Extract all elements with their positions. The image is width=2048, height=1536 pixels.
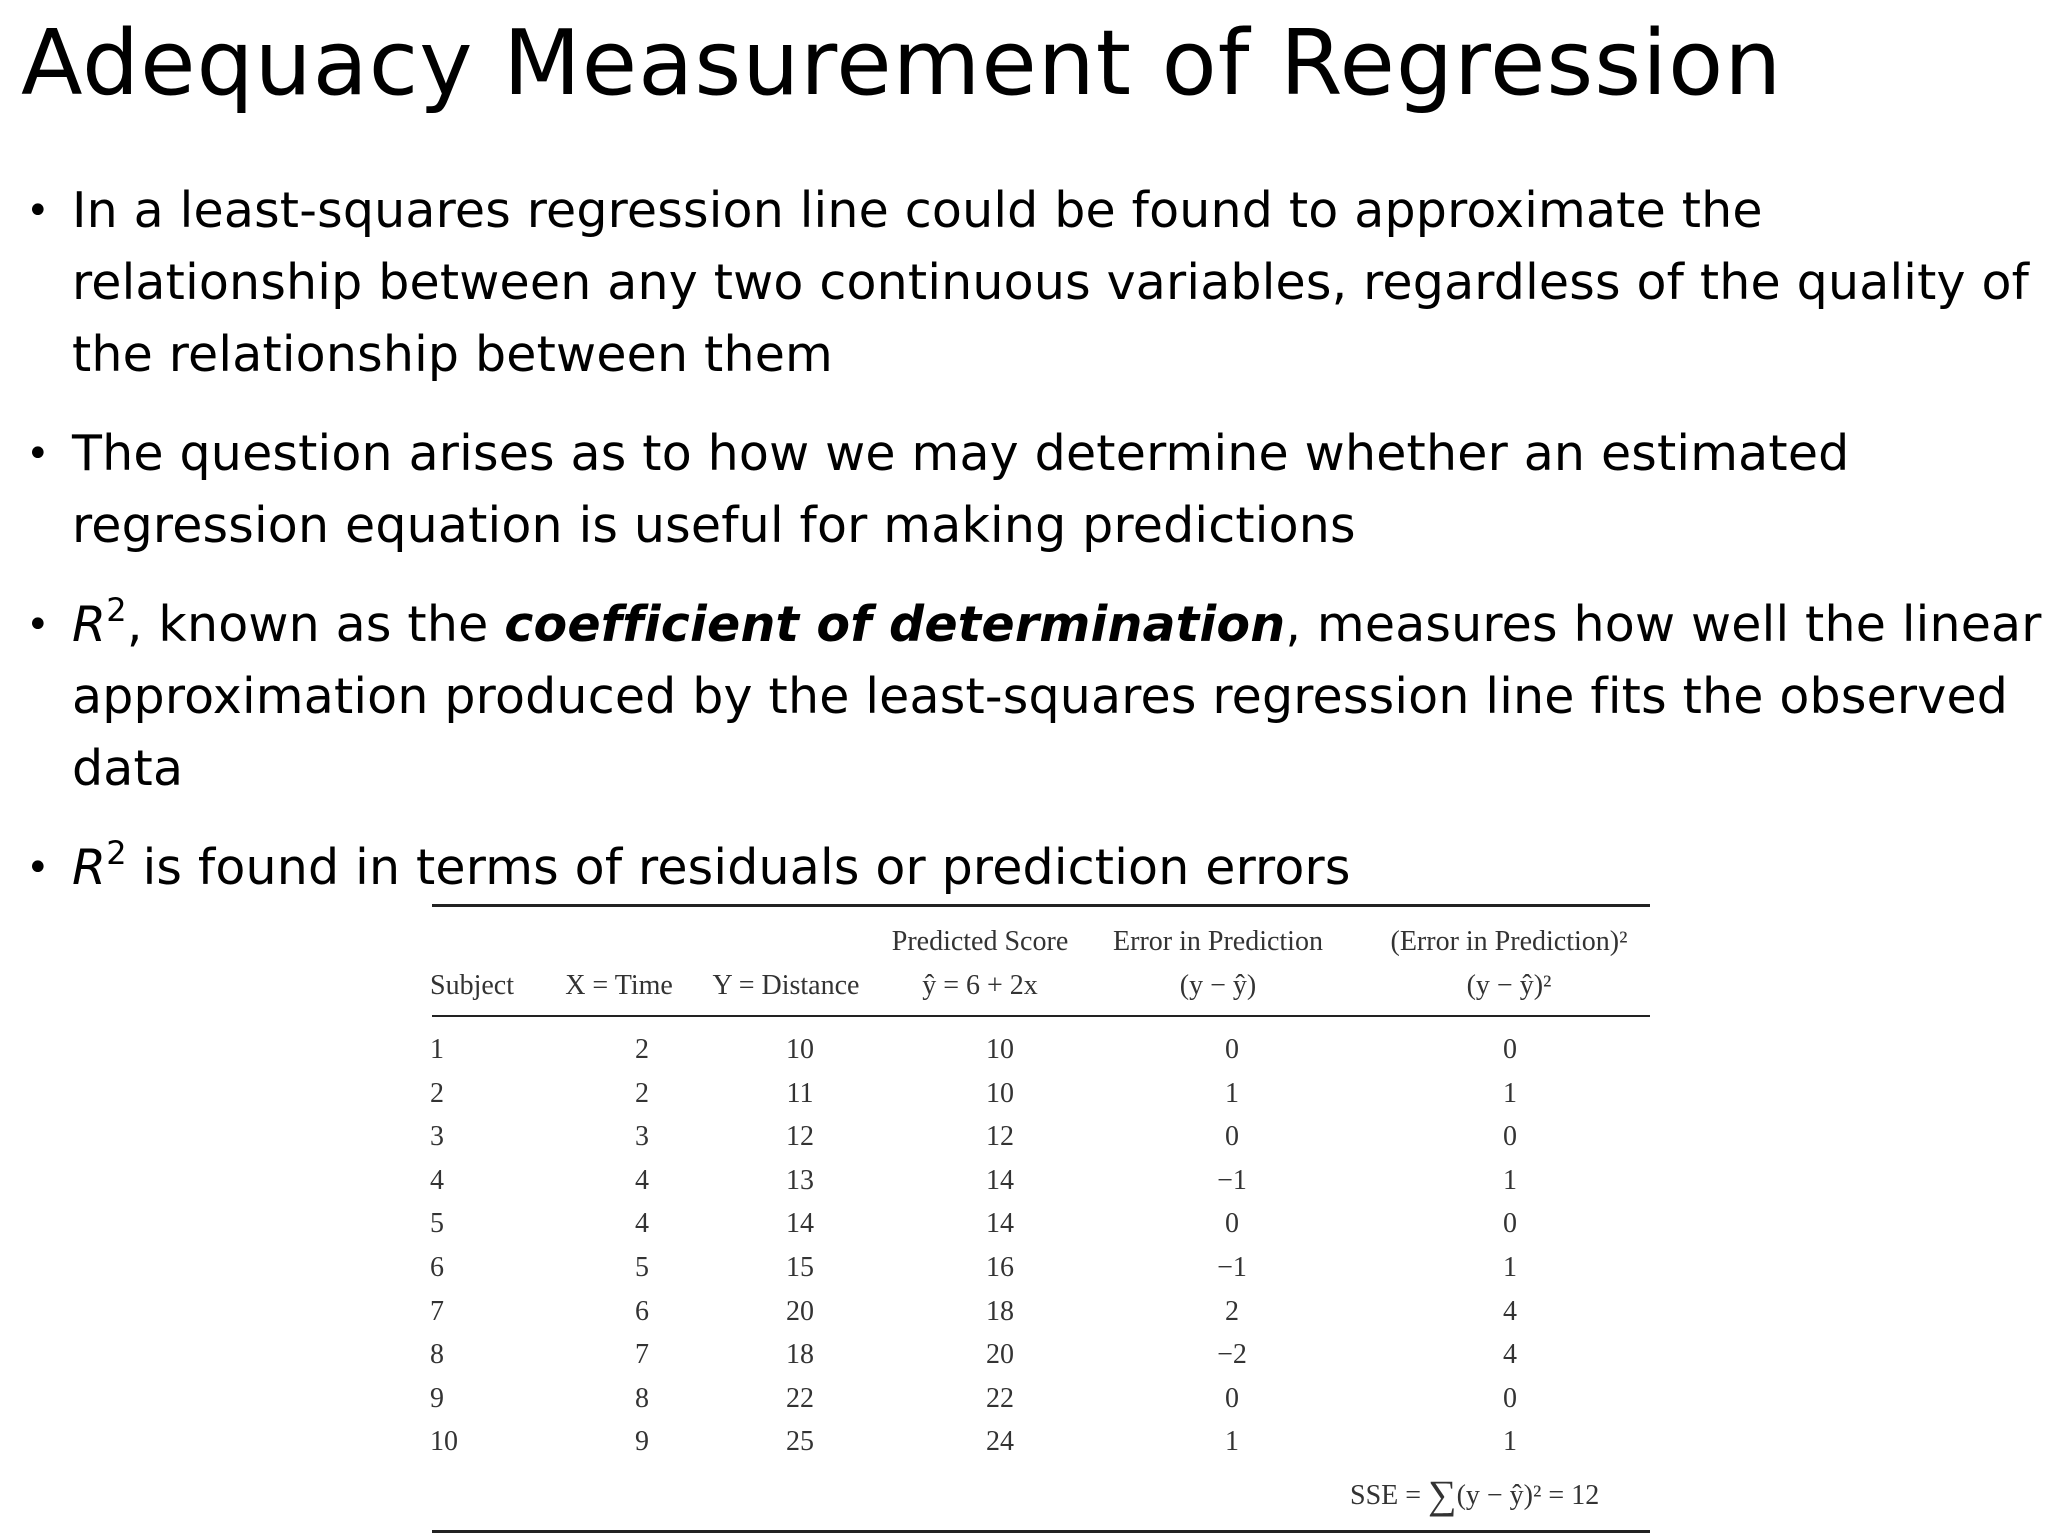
cell-predicted: 14 bbox=[986, 1208, 1014, 1240]
cell-predicted: 24 bbox=[986, 1426, 1014, 1458]
sse-total bbox=[1350, 1472, 1600, 1517]
r-superscript: 2 bbox=[106, 591, 127, 629]
cell-x-time: 5 bbox=[635, 1252, 649, 1283]
cell-subject: 3 bbox=[430, 1121, 444, 1153]
cell-error: −1 bbox=[1217, 1164, 1247, 1196]
header-error-squared-formula: (y − ŷ)² bbox=[1466, 970, 1552, 1001]
header-x-time: X = Time bbox=[565, 970, 673, 1001]
cell-y-distance: 11 bbox=[786, 1077, 814, 1109]
cell-error: 0 bbox=[1225, 1121, 1239, 1153]
bullet-marker: • bbox=[26, 602, 50, 648]
cell-x-time: 6 bbox=[635, 1295, 649, 1327]
cell-x-time: 2 bbox=[635, 1034, 649, 1065]
header-error-formula: (y − ŷ) bbox=[1179, 970, 1257, 1001]
cell-y-distance: 22 bbox=[786, 1382, 814, 1414]
header-predicted-formula: ŷ = 6 + 2x bbox=[922, 970, 1038, 1001]
cell-error-squared: 4 bbox=[1503, 1339, 1517, 1371]
header-error: Error in Prediction bbox=[1113, 926, 1323, 957]
cell-x-time: 4 bbox=[635, 1164, 649, 1196]
r-symbol: R bbox=[72, 596, 107, 653]
cell-subject: 2 bbox=[430, 1077, 444, 1109]
cell-error-squared: 1 bbox=[1503, 1252, 1517, 1283]
cell-subject: 6 bbox=[430, 1252, 444, 1283]
bullet-text bbox=[72, 589, 2042, 805]
cell-predicted: 12 bbox=[986, 1121, 1014, 1153]
header-y-distance: Y = Distance bbox=[712, 970, 860, 1001]
cell-error-squared: 0 bbox=[1503, 1382, 1517, 1414]
table-bottom-rule bbox=[432, 1530, 1650, 1533]
cell-y-distance: 14 bbox=[786, 1208, 814, 1240]
cell-x-time: 9 bbox=[635, 1426, 649, 1458]
cell-x-time: 3 bbox=[635, 1121, 649, 1153]
cell-error-squared: 0 bbox=[1503, 1208, 1517, 1240]
cell-predicted: 20 bbox=[986, 1339, 1014, 1371]
cell-subject: 10 bbox=[430, 1426, 458, 1458]
bullet-marker: • bbox=[26, 845, 50, 891]
residuals-table bbox=[432, 900, 1650, 1536]
cell-error-squared: 0 bbox=[1503, 1034, 1517, 1065]
cell-predicted: 18 bbox=[986, 1295, 1014, 1327]
sse-expression: (y − ŷ)² = 12 bbox=[1456, 1480, 1600, 1511]
cell-x-time: 2 bbox=[635, 1077, 649, 1109]
cell-x-time: 7 bbox=[635, 1339, 649, 1371]
cell-error: 1 bbox=[1225, 1426, 1239, 1458]
cell-subject: 8 bbox=[430, 1339, 444, 1371]
bullet-text: The question arises as to how we may determine whether an estimated regression equation is useful for making predictions bbox=[72, 425, 1850, 554]
cell-error-squared: 4 bbox=[1503, 1295, 1517, 1327]
cell-error-squared: 1 bbox=[1503, 1077, 1517, 1109]
sigma-symbol: ∑ bbox=[1428, 1472, 1457, 1517]
cell-error-squared: 0 bbox=[1503, 1121, 1517, 1153]
r-symbol: R bbox=[72, 839, 107, 896]
table-top-rule bbox=[432, 904, 1650, 907]
cell-y-distance: 15 bbox=[786, 1252, 814, 1283]
header-predicted-score: Predicted Score bbox=[891, 926, 1069, 957]
bullet-text-post: is found in terms of residuals or prediction errors bbox=[126, 839, 1351, 896]
bullet-text: In a least-squares regression line could be found to approximate the relationship between any two continuous variables, regardless of the quality of the relationship between them bbox=[72, 182, 2030, 383]
cell-predicted: 22 bbox=[986, 1382, 1014, 1414]
cell-error: 1 bbox=[1225, 1077, 1239, 1109]
r-superscript: 2 bbox=[106, 834, 127, 872]
cell-y-distance: 25 bbox=[786, 1426, 814, 1458]
cell-predicted: 14 bbox=[986, 1164, 1014, 1196]
cell-predicted: 10 bbox=[986, 1034, 1014, 1065]
sse-label: SSE = bbox=[1350, 1480, 1429, 1511]
cell-error: 0 bbox=[1225, 1208, 1239, 1240]
header-error-squared: (Error in Prediction)² bbox=[1390, 926, 1628, 957]
cell-y-distance: 10 bbox=[786, 1034, 814, 1065]
cell-y-distance: 18 bbox=[786, 1339, 814, 1371]
bullet-marker: • bbox=[26, 431, 50, 477]
cell-error: −2 bbox=[1217, 1339, 1247, 1371]
bullet-text bbox=[72, 832, 2042, 904]
header-subject: Subject bbox=[430, 970, 514, 1001]
cell-error: 0 bbox=[1225, 1382, 1239, 1414]
cell-y-distance: 20 bbox=[786, 1295, 814, 1327]
bullet-text-pre: , known as the bbox=[126, 596, 505, 653]
cell-predicted: 10 bbox=[986, 1077, 1014, 1109]
cell-error: 0 bbox=[1225, 1034, 1239, 1065]
cell-error: −1 bbox=[1217, 1252, 1247, 1283]
cell-error-squared: 1 bbox=[1503, 1164, 1517, 1196]
cell-x-time: 4 bbox=[635, 1208, 649, 1240]
cell-y-distance: 13 bbox=[786, 1164, 814, 1196]
bullet-marker: • bbox=[26, 188, 50, 234]
cell-subject: 7 bbox=[430, 1295, 444, 1327]
cell-y-distance: 12 bbox=[786, 1121, 814, 1153]
cell-x-time: 8 bbox=[635, 1382, 649, 1414]
cell-subject: 5 bbox=[430, 1208, 444, 1240]
cell-subject: 9 bbox=[430, 1382, 444, 1414]
table-header-rule bbox=[432, 1015, 1650, 1017]
cell-predicted: 16 bbox=[986, 1252, 1014, 1283]
cell-error-squared: 1 bbox=[1503, 1426, 1517, 1458]
cell-error: 2 bbox=[1225, 1295, 1239, 1327]
bullet-text-post: , measures how well the linear approximation produced by the least-squares regression line fits the observed data bbox=[72, 596, 2042, 797]
cell-subject: 1 bbox=[430, 1034, 444, 1065]
coefficient-term: coefficient of determination bbox=[504, 596, 1286, 653]
cell-subject: 4 bbox=[430, 1164, 444, 1196]
slide-title: Adequacy Measurement of Regression bbox=[21, 11, 1783, 116]
